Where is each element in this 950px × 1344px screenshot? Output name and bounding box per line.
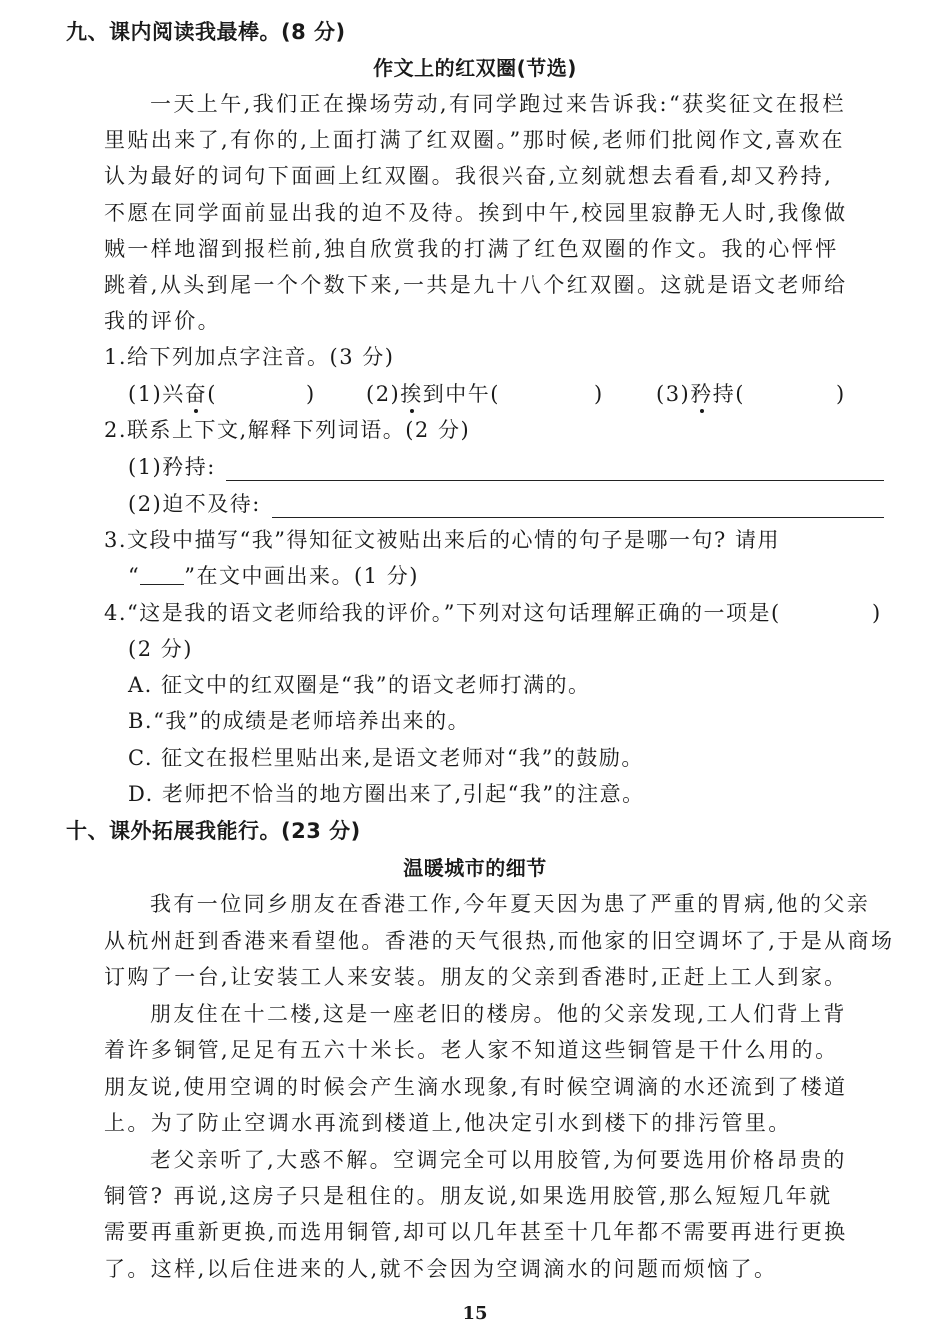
passage-1-line: 贼一样地溜到报栏前,独自欣赏我的打满了红色双圈的作文。我的心怦怦 [104,237,839,261]
section-9-heading: 九、课内阅读我最棒。(8 分) [66,20,346,44]
question-4-points: (2 分) [128,637,193,661]
option-c: C. 征文在报栏里贴出来,是语文老师对“我”的鼓励。 [128,746,644,770]
answer-line[interactable] [272,517,884,518]
question-1-item-1 [128,380,217,408]
passage-2-line: 着许多铜管,足足有五六十米长。老人家不知道这些铜管是干什么用的。 [104,1038,839,1062]
passage-2-line: 朋友说,使用空调的时候会产生滴水现象,有时候空调滴的水还流到了楼道 [104,1075,848,1099]
passage-2-line: 从杭州赶到香港来看望他。香港的天气很热,而他家的旧空调坏了,于是从商场 [104,929,895,953]
passage-1-line: 认为最好的词句下面画上红双圈。我很兴奋,立刻就想去看看,却又矜持, [104,164,834,188]
passage-2-line: 我有一位同乡朋友在香港工作,今年夏天因为患了严重的胃病,他的父亲 [150,892,871,916]
quote-open: “ [128,564,141,588]
option-a: A. 征文中的红双圈是“我”的语文老师打满的。 [128,673,591,697]
item-text: ( [207,382,217,406]
question-3-line-2 [128,562,419,590]
question-3-line-1: 3.文段中描写“我”得知征文被贴出来后的心情的句子是哪一句? 请用 [104,528,780,552]
option-d: D. 老师把不恰当的地方圈出来了,引起“我”的注意。 [128,782,645,806]
question-1-item-2 [366,380,500,408]
passage-1-title: 作文上的红双圈(节选) [373,56,577,80]
passage-2-line: 订购了一台,让安装工人来安装。朋友的父亲到香港时,正赶上工人到家。 [104,965,848,989]
question-2-stem: 2.联系上下文,解释下列词语。(2 分) [104,418,471,442]
passage-1-line: 我的评价。 [104,309,221,333]
passage-2-line: 老父亲听了,大惑不解。空调完全可以用胶管,为何要选用价格昂贵的 [150,1148,847,1172]
item-text: (1)兴 [128,382,185,406]
quote-rest: ”在文中画出来。(1 分) [184,564,419,588]
section-10-heading: 十、课外拓展我能行。(23 分) [66,819,361,843]
passage-1-line: 一天上午,我们正在操场劳动,有同学跑过来告诉我:“获奖征文在报栏 [150,92,846,116]
option-b: B.“我”的成绩是老师培养出来的。 [128,709,471,733]
dotted-char: 矜 [690,382,713,406]
question-1-stem: 1.给下列加点字注音。(3 分) [104,345,395,369]
answer-close-paren: ) [306,382,315,406]
answer-close-paren: ) [594,382,603,406]
passage-1-line: 不愿在同学面前显出我的迫不及待。挨到中午,校园里寂静无人时,我像做 [104,201,848,225]
question-4-stem: 4.“这是我的语文老师给我的评价。”下列对这句话理解正确的一项是( [104,601,781,625]
answer-close-paren: ) [872,601,881,625]
answer-close-paren: ) [836,382,845,406]
answer-line[interactable] [226,480,884,481]
question-2-item-1: (1)矜持: [128,455,216,479]
underline-blank [140,566,184,585]
item-text: (3) [656,382,691,406]
page-number: 15 [462,1303,488,1324]
passage-2-line: 上。为了防止空调水再流到楼道上,他决定引水到楼下的排污管里。 [104,1111,792,1135]
passage-2-line: 需要再重新更换,而选用铜管,却可以几年甚至十几年都不需要再进行更换 [104,1220,848,1244]
passage-2-title: 温暖城市的细节 [403,856,547,880]
passage-2-line: 了。这样,以后住进来的人,就不会因为空调滴水的问题而烦恼了。 [104,1257,778,1281]
passage-1-line: 里贴出来了,有你的,上面打满了红双圈。”那时候,老师们批阅作文,喜欢在 [104,128,845,152]
item-text: 持( [712,382,745,406]
question-1-item-3 [656,380,745,408]
item-text: 到中午( [422,382,500,406]
item-text: (2) [366,382,401,406]
question-2-item-2: (2)迫不及待: [128,492,261,516]
dotted-char: 挨 [400,382,423,406]
passage-2-line: 铜管? 再说,这房子只是租住的。朋友说,如果选用胶管,那么短短几年就 [104,1184,833,1208]
passage-2-line: 朋友住在十二楼,这是一座老旧的楼房。他的父亲发现,工人们背上背 [150,1002,847,1026]
dotted-char: 奋 [184,382,208,406]
passage-1-line: 跳着,从头到尾一个个数下来,一共是九十八个红双圈。这就是语文老师给 [104,273,848,297]
